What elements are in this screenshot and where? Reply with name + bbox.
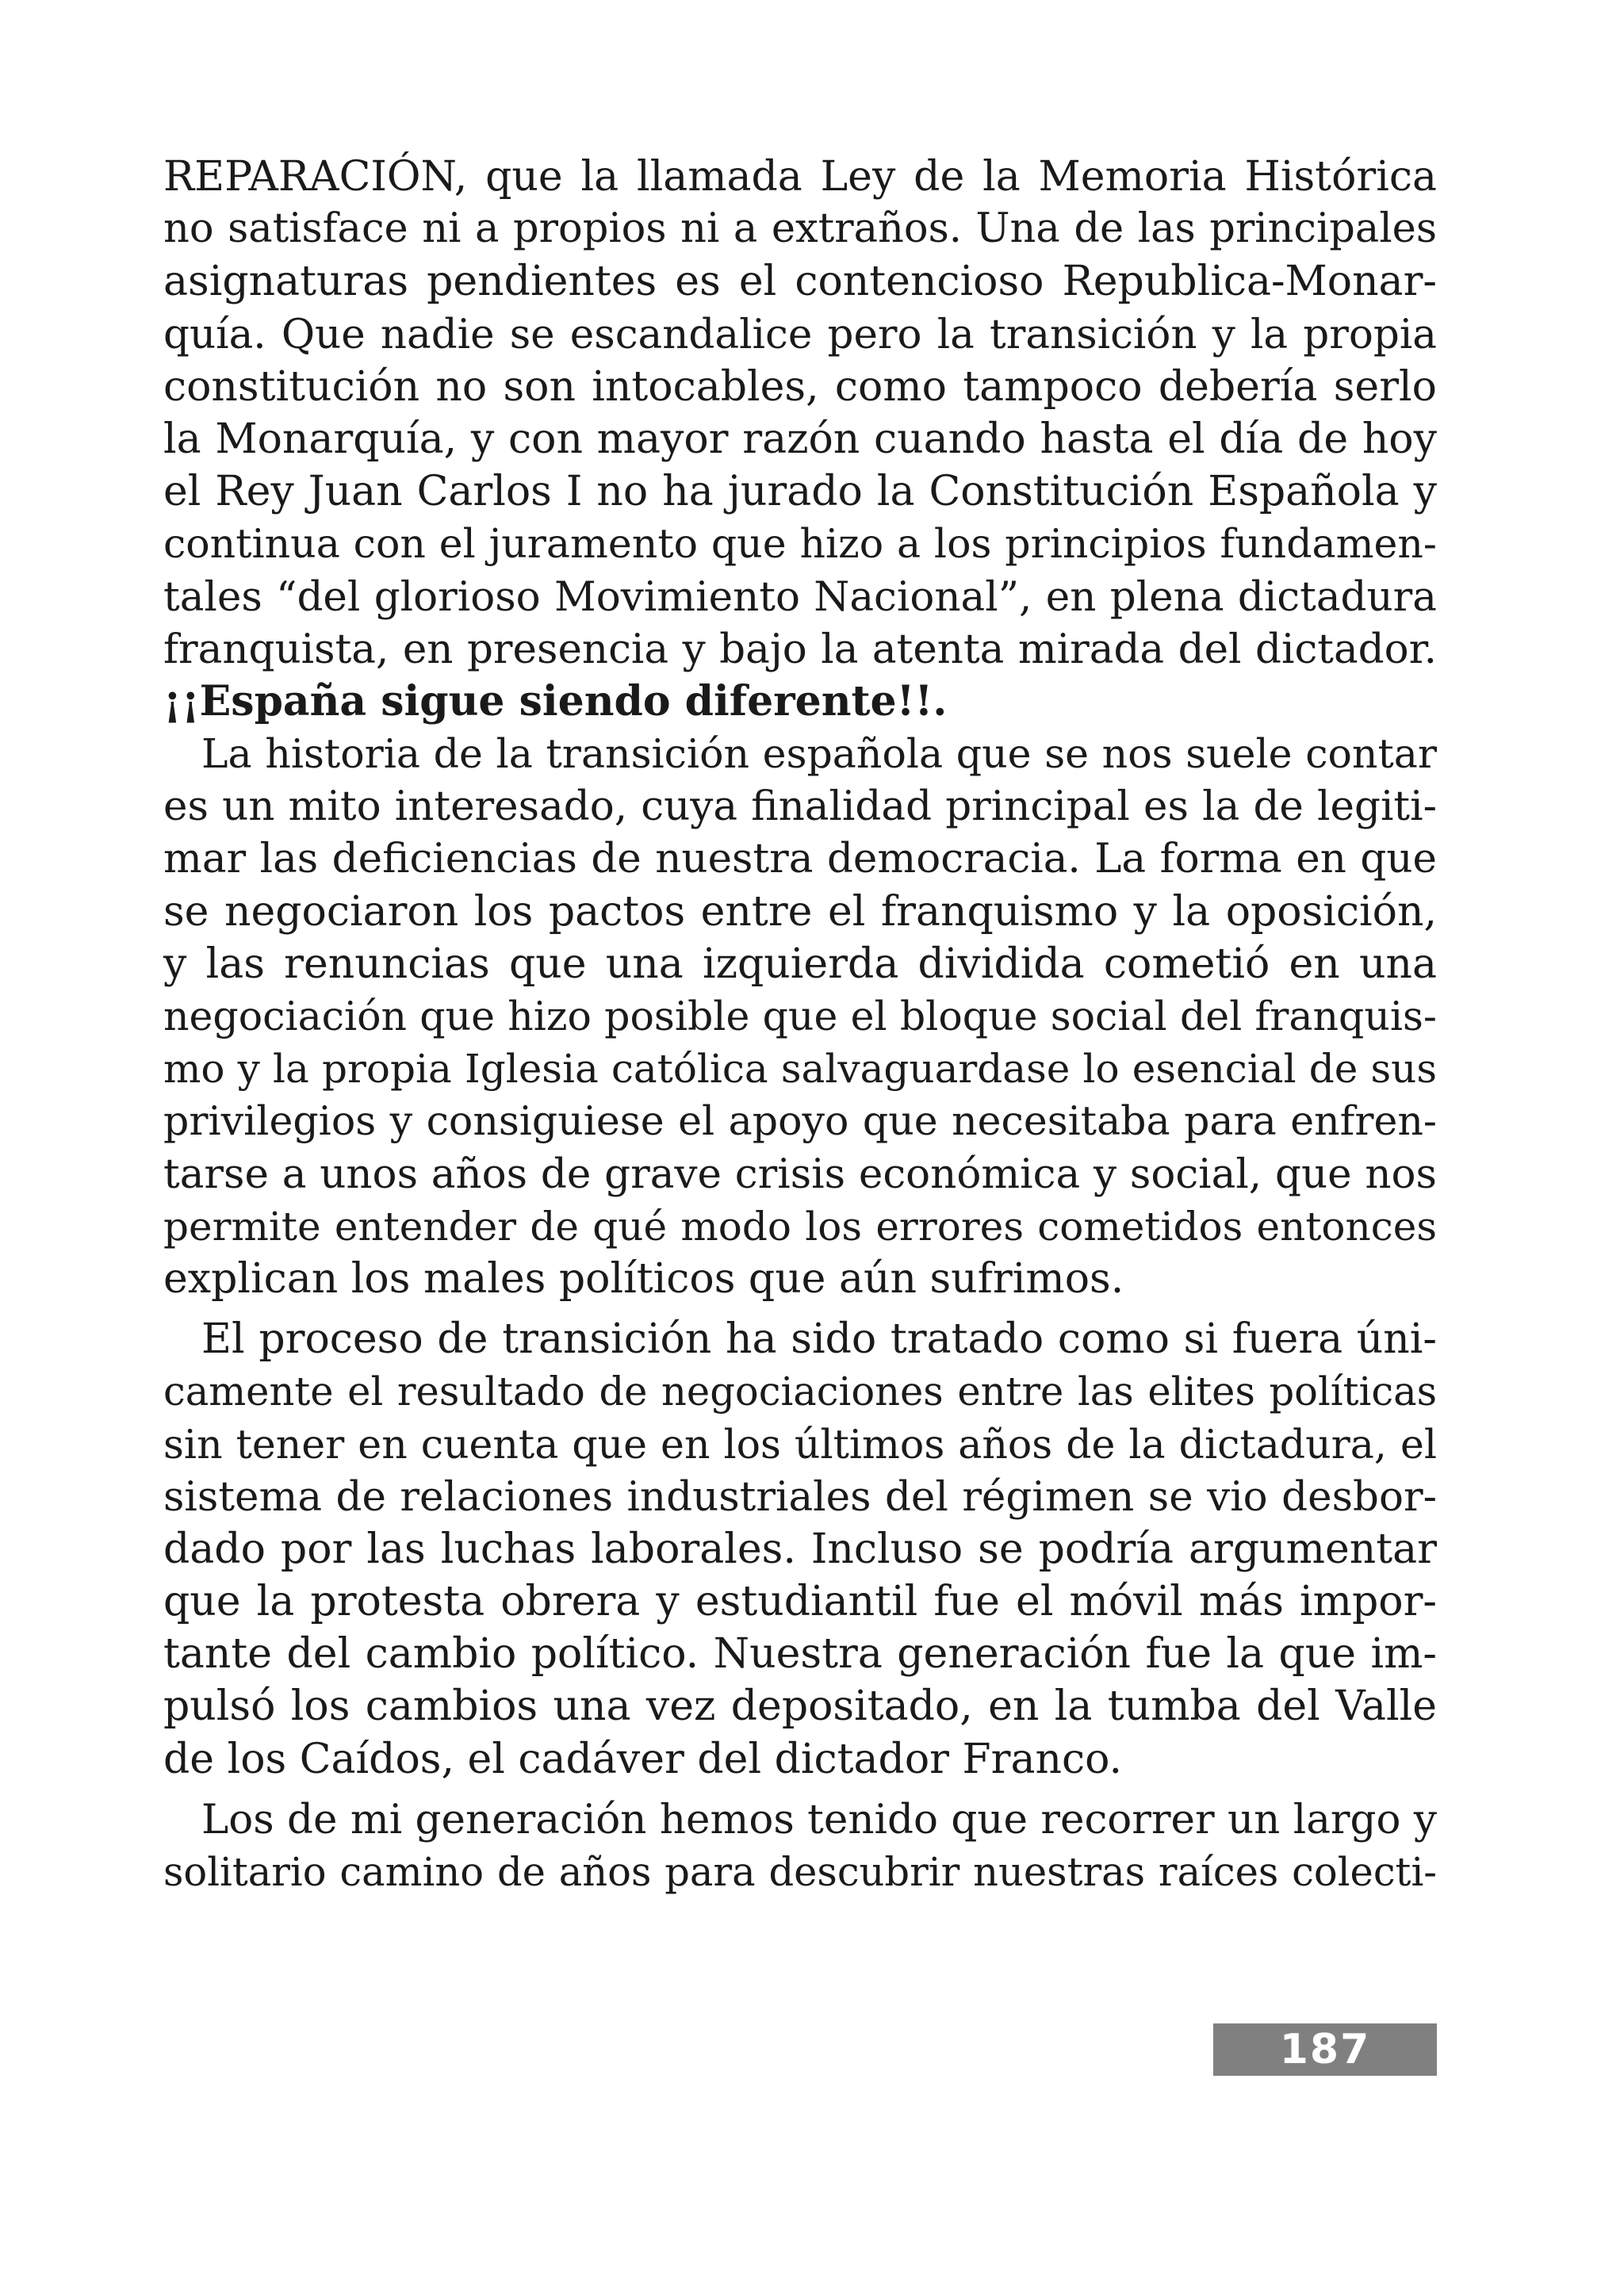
text-line: el Rey Juan Carlos I no ha jurado la Constitución Española y bbox=[163, 468, 1437, 516]
text-line: y las renuncias que una izquierda dividida cometió en una bbox=[163, 940, 1437, 988]
text-line: quía. Que nadie se escandalice pero la transición y la propia bbox=[163, 310, 1437, 358]
text-line: continua con el juramento que hizo a los principios fundamen- bbox=[163, 520, 1437, 568]
text-line: dado por las luchas laborales. Incluso se podría argumentar bbox=[163, 1525, 1437, 1573]
text-line: Los de mi generación hemos tenido que recorrer un largo y bbox=[201, 1795, 1437, 1843]
text-line: asignaturas pendientes es el contencioso Republica-Monar- bbox=[163, 258, 1437, 306]
text-line: mo y la propia Iglesia católica salvaguardase lo esencial de sus bbox=[163, 1046, 1437, 1093]
text-line: privilegios y consiguiese el apoyo que necesitaba para enfren- bbox=[163, 1097, 1437, 1145]
text-line: permite entender de qué modo los errores cometidos entonces bbox=[163, 1203, 1437, 1250]
text-line: pulsó los cambios una vez depositado, en la tumba del Valle bbox=[163, 1683, 1437, 1731]
text-line: solitario camino de años para descubrir nuestras raíces colecti- bbox=[163, 1849, 1437, 1895]
text-line: tarse a unos años de grave crisis económica y social, que nos bbox=[163, 1150, 1437, 1198]
text-line: sistema de relaciones industriales del régimen se vio desbor- bbox=[163, 1472, 1437, 1521]
text-line: tales “del glorioso Movimiento Nacional”, en plena dictadura bbox=[163, 572, 1437, 621]
text-line: explican los males políticos que aún sufrimos. bbox=[163, 1254, 1124, 1303]
text-line: sin tener en cuenta que en los últimos años de la dictadura, el bbox=[163, 1420, 1437, 1468]
text-line: de los Caídos, el cadáver del dictador Franco. bbox=[163, 1735, 1122, 1783]
text-line: es un mito interesado, cuya finalidad principal es la de legiti- bbox=[163, 783, 1437, 831]
text-line: REPARACIÓN, que la llamada Ley de la Memoria Histórica bbox=[163, 153, 1437, 201]
text-line: la Monarquía, y con mayor razón cuando hasta el día de hoy bbox=[163, 415, 1437, 463]
text-line: que la protesta obrera y estudiantil fue el móvil más impor- bbox=[163, 1578, 1437, 1626]
text-line: mar las deficiencias de nuestra democracia. La forma en que bbox=[163, 835, 1437, 883]
text-line: tante del cambio político. Nuestra generación fue la que im- bbox=[163, 1630, 1437, 1679]
text-line: negociación que hizo posible que el bloque social del franquis- bbox=[163, 993, 1437, 1039]
text-line: no satisface ni a propios ni a extraños. Una de las principales bbox=[163, 205, 1437, 253]
text-line: franquista, en presencia y bajo la atenta mirada del dictador. bbox=[163, 625, 1437, 673]
page-number: 187 bbox=[1213, 2023, 1437, 2076]
text-line: La historia de la transición española que se nos suele contar bbox=[201, 730, 1437, 778]
text-line: camente el resultado de negociaciones entre las elites políticas bbox=[163, 1369, 1437, 1415]
text-line: El proceso de transición ha sido tratado como si fuera úni- bbox=[201, 1315, 1437, 1364]
bold-exclamation: ¡¡España sigue siendo diferente!!. bbox=[163, 676, 948, 725]
body-text bbox=[163, 151, 1437, 1898]
text-line: se negociaron los pactos entre el franquismo y la oposición, bbox=[163, 887, 1437, 936]
text-line: constitución no son intocables, como tampoco debería serlo bbox=[163, 362, 1437, 411]
